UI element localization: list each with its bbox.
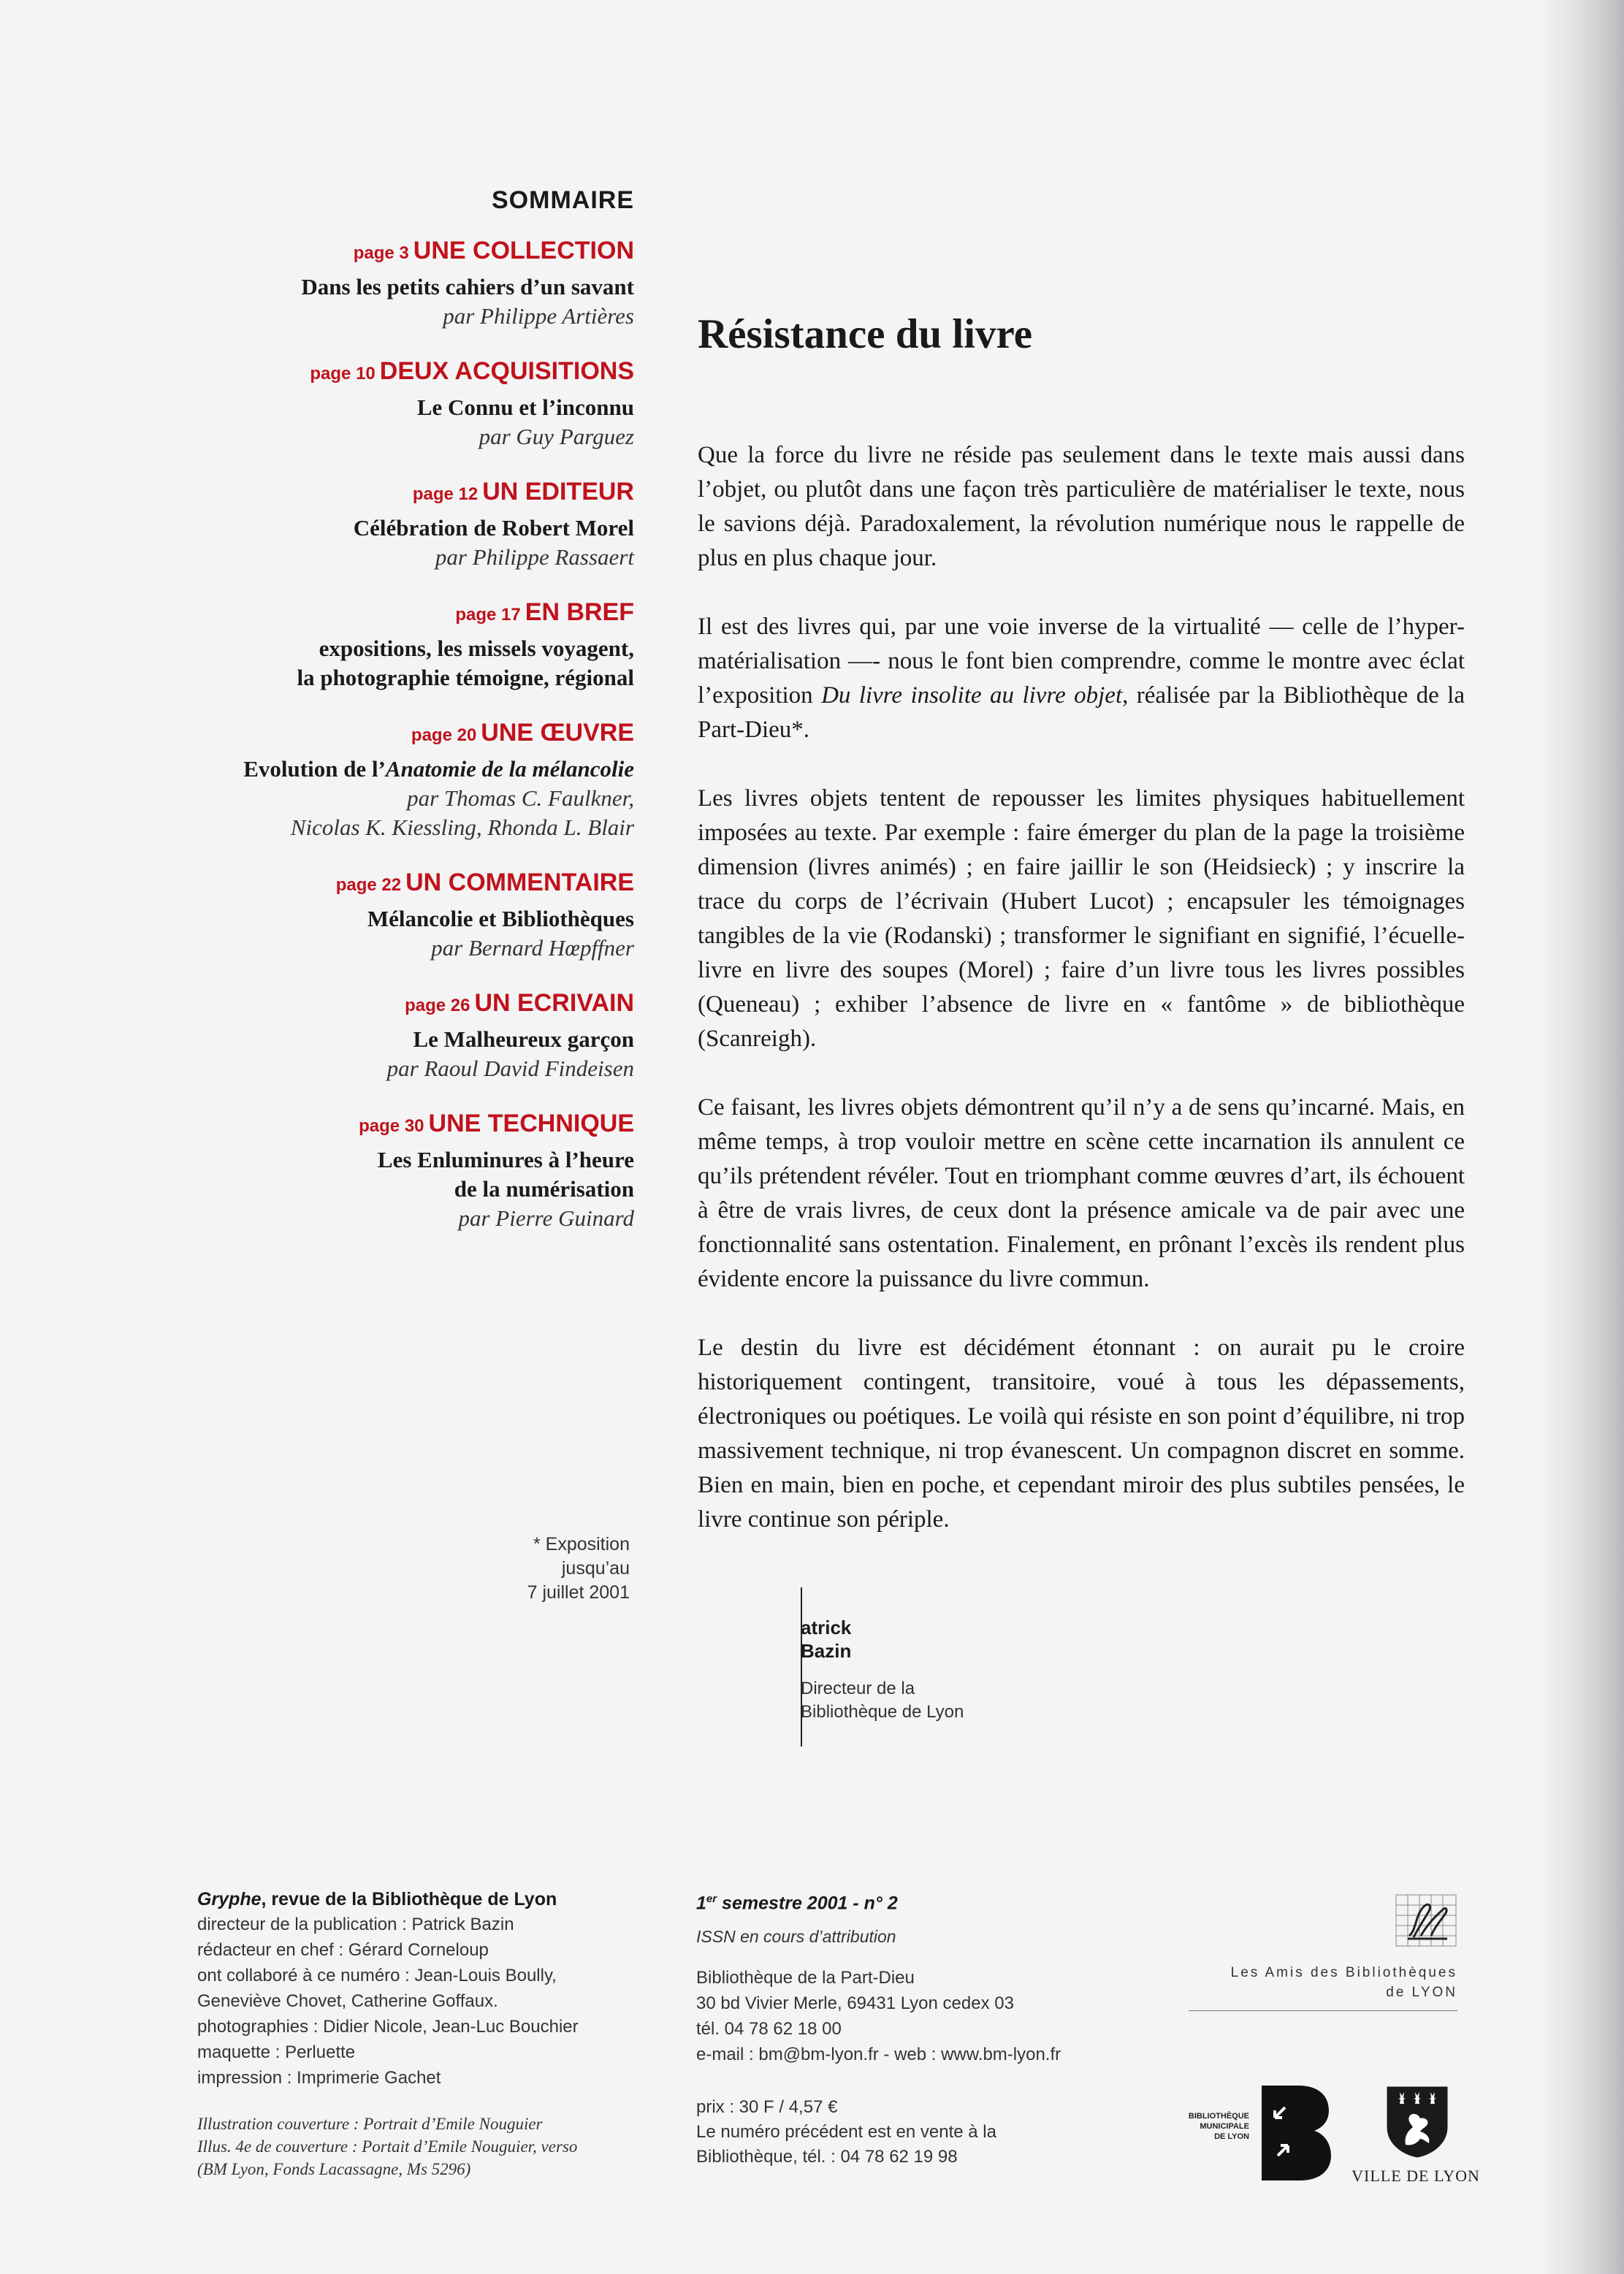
toc-entry bbox=[146, 475, 634, 572]
toc-section-title: UNE COLLECTION bbox=[413, 237, 634, 264]
toc-author: par Philippe Artières bbox=[443, 303, 634, 329]
publication-info bbox=[696, 1887, 1149, 2170]
library-address: Bibliothèque de la Part-Dieu 30 bd Vivier Merle, 69431 Lyon cedex 03 tél. 04 78 62 18 00 e-mail : bm@bm-lyon.fr - web : www.bm-lyon.fr bbox=[696, 1968, 1061, 2065]
bm-lyon-b-logo-icon bbox=[1262, 2086, 1331, 2180]
toc-section-title: UN COMMENTAIRE bbox=[405, 869, 634, 896]
publication-title: Gryphe, revue de la Bibliothèque de Lyon bbox=[197, 1889, 557, 1909]
toc-page-number: page 17 bbox=[455, 605, 521, 625]
toc-page-number: page 22 bbox=[335, 875, 402, 895]
toc-section-title: DEUX ACQUISITIONS bbox=[379, 357, 634, 385]
credit-line: Geneviève Chovet, Catherine Goffaux. bbox=[197, 1991, 498, 2011]
ville-de-lyon-crest-icon bbox=[1385, 2085, 1449, 2158]
toc-subtitle: Le Malheureux garçon bbox=[413, 1026, 634, 1052]
toc-author: par Bernard Hœpffner bbox=[431, 935, 634, 961]
credit-line: photographies : Didier Nicole, Jean-Luc Bouchier bbox=[197, 2017, 579, 2037]
credit-line: maquette : Perluette bbox=[197, 2042, 356, 2062]
editorial-body bbox=[698, 438, 1465, 1571]
signature bbox=[801, 1616, 964, 1724]
page-edge-shadow bbox=[1544, 0, 1624, 2274]
toc-page-number: page 20 bbox=[411, 725, 477, 745]
publication-credits bbox=[197, 1887, 665, 2180]
illustration-credits: Illustration couverture : Portrait d’Emile Nouguier Illus. 4e de couverture : Portait d’Emile Nouguier, verso (BM Lyon, Fonds Lacassagne, Ms 5296) bbox=[197, 2115, 578, 2178]
table-of-contents bbox=[146, 186, 634, 1256]
toc-section-title: UNE ŒUVRE bbox=[481, 719, 634, 747]
amis-monogram-icon bbox=[1395, 1893, 1457, 1947]
toc-author: par Raoul David Findeisen bbox=[386, 1056, 634, 1081]
credit-line: impression : Imprimerie Gachet bbox=[197, 2068, 441, 2088]
toc-section-title: UNE TECHNIQUE bbox=[428, 1110, 634, 1137]
toc-subtitle: Evolution de l’Anatomie de la mélancolie bbox=[243, 756, 634, 782]
bm-lyon-label: BIBLIOTHÈQUE MUNICIPALE DE LYON bbox=[1188, 2112, 1249, 2141]
toc-entry bbox=[146, 866, 634, 963]
toc-subtitle: de la numérisation bbox=[454, 1176, 634, 1202]
toc-entry bbox=[146, 595, 634, 692]
toc-author: par Thomas C. Faulkner, bbox=[407, 785, 634, 811]
credit-line: rédacteur en chef : Gérard Corneloup bbox=[197, 1940, 489, 1960]
toc-page-number: page 12 bbox=[412, 484, 479, 504]
toc-section-title: UN EDITEUR bbox=[482, 478, 634, 505]
toc-author: par Pierre Guinard bbox=[458, 1205, 634, 1231]
toc-entry bbox=[146, 1107, 634, 1233]
toc-author: par Philippe Rassaert bbox=[435, 544, 634, 570]
editorial-paragraph: Les livres objets tentent de repousser les limites physiques habituellement imposées au texte. Par exemple : faire émerger du plan de la page la troisième dimension (livres animés) ; en faire jaillir le son (Heidsieck) ; y inscrire la trace du corps de l’écrivain (Hubert Lucot) ; encapsuler les témoignages tangibles de la vie (Rodanski) ; transformer le signifiant en signifié, l’écuelle-livre en livre des soupes (Morel) ; faire d’un livre tous les livres possibles (Queneau) ; exhiber l’absence de livre en « fantôme » de bibliothèque (Scanreigh). bbox=[698, 785, 1465, 1052]
amis-text: Les Amis des Bibliothèques de LYON bbox=[1230, 1965, 1457, 2000]
toc-page-number: page 3 bbox=[353, 243, 409, 263]
issue-number: 1er semestre 2001 - n° 2 bbox=[696, 1893, 898, 1914]
price-info: prix : 30 F / 4,57 € Le numéro précédent est en vente à la Bibliothèque, tél. : 04 78 62 19 98 bbox=[696, 2097, 996, 2167]
toc-subtitle: Mélancolie et Bibliothèques bbox=[367, 906, 634, 931]
toc-entry bbox=[146, 234, 634, 331]
toc-entry bbox=[146, 986, 634, 1083]
toc-subtitle: expositions, les missels voyagent, bbox=[319, 636, 634, 661]
divider bbox=[1189, 2010, 1457, 2011]
signature-name: atrick Bazin bbox=[801, 1617, 852, 1662]
ville-de-lyon-label: VILLE DE LYON bbox=[1352, 2167, 1480, 2185]
toc-section-title: UN ECRIVAIN bbox=[474, 989, 634, 1017]
credit-line: directeur de la publication : Patrick Bazin bbox=[197, 1915, 514, 1934]
toc-page-number: page 26 bbox=[405, 996, 470, 1015]
toc-section-title: EN BREF bbox=[525, 598, 634, 626]
toc-page-number: page 30 bbox=[359, 1116, 424, 1136]
toc-author: par Guy Parguez bbox=[479, 424, 634, 449]
editorial-paragraph: Le destin du livre est décidément étonnant : on aurait pu le croire historiquement contingent, transitoire, voué à tous les dépassements, électroniques ou poétiques. Le voilà qui résiste en son point d’équilibre, ni trop massivement technique, ni trop évanescent. Un compagnon discret en somme. Bien en main, bien en poche, et cependant miroir des plus subtiles pensées, le livre continue son périple. bbox=[698, 1335, 1465, 1533]
toc-subtitle: Les Enluminures à l’heure bbox=[377, 1147, 634, 1172]
toc-subtitle: Célébration de Robert Morel bbox=[353, 515, 634, 541]
editorial-paragraph: Ce faisant, les livres objets démontrent qu’il n’y a de sens qu’incarné. Mais, en même temps, à trop vouloir mettre en scène cette incarnation ils annulent ce qu’ils prétendent révéler. Tout en triomphant comme œuvres d’art, ils échouent à être de vrais livres, de ceux dont la présence amicale va de pair avec une fonctionnalité sans ostentation. Finalement, en prônant l’excès ils rendent plus évidente encore la puissance du livre commun. bbox=[698, 1094, 1465, 1292]
signature-role: Directeur de la Bibliothèque de Lyon bbox=[801, 1679, 964, 1722]
toc-entry bbox=[146, 716, 634, 842]
editorial-title: Résistance du livre bbox=[698, 311, 1033, 357]
toc-subtitle: Le Connu et l’inconnu bbox=[416, 394, 634, 420]
toc-author: Nicolas K. Kiessling, Rhonda L. Blair bbox=[290, 814, 634, 840]
toc-subtitle: Dans les petits cahiers d’un savant bbox=[301, 274, 634, 299]
editorial-paragraph: Il est des livres qui, par une voie inverse de la virtualité — celle de l’hyper-matérialisation —- nous le font bien comprendre, comme le montre avec éclat l’exposition Du livre insolite au livre objet, réalisée par la Bibliothèque de la Part-Dieu*. bbox=[698, 614, 1465, 743]
toc-title: SOMMAIRE bbox=[492, 186, 634, 214]
toc-subtitle: la photographie témoigne, régional bbox=[297, 665, 634, 690]
issn: ISSN en cours d’attribution bbox=[696, 1927, 896, 1947]
toc-entry bbox=[146, 354, 634, 451]
exhibition-footnote: * Exposition jusqu’au 7 juillet 2001 bbox=[527, 1534, 630, 1603]
credit-line: ont collaboré à ce numéro : Jean-Louis Boully, bbox=[197, 1966, 557, 1985]
toc-page-number: page 10 bbox=[310, 364, 375, 384]
editorial-paragraph: Que la force du livre ne réside pas seulement dans le texte mais aussi dans l’objet, ou plutôt dans une façon très particulière de matérialiser le texte, nous le savions déjà. Paradoxalement, la révolution numérique nous le rappelle de plus en plus chaque jour. bbox=[698, 442, 1465, 571]
